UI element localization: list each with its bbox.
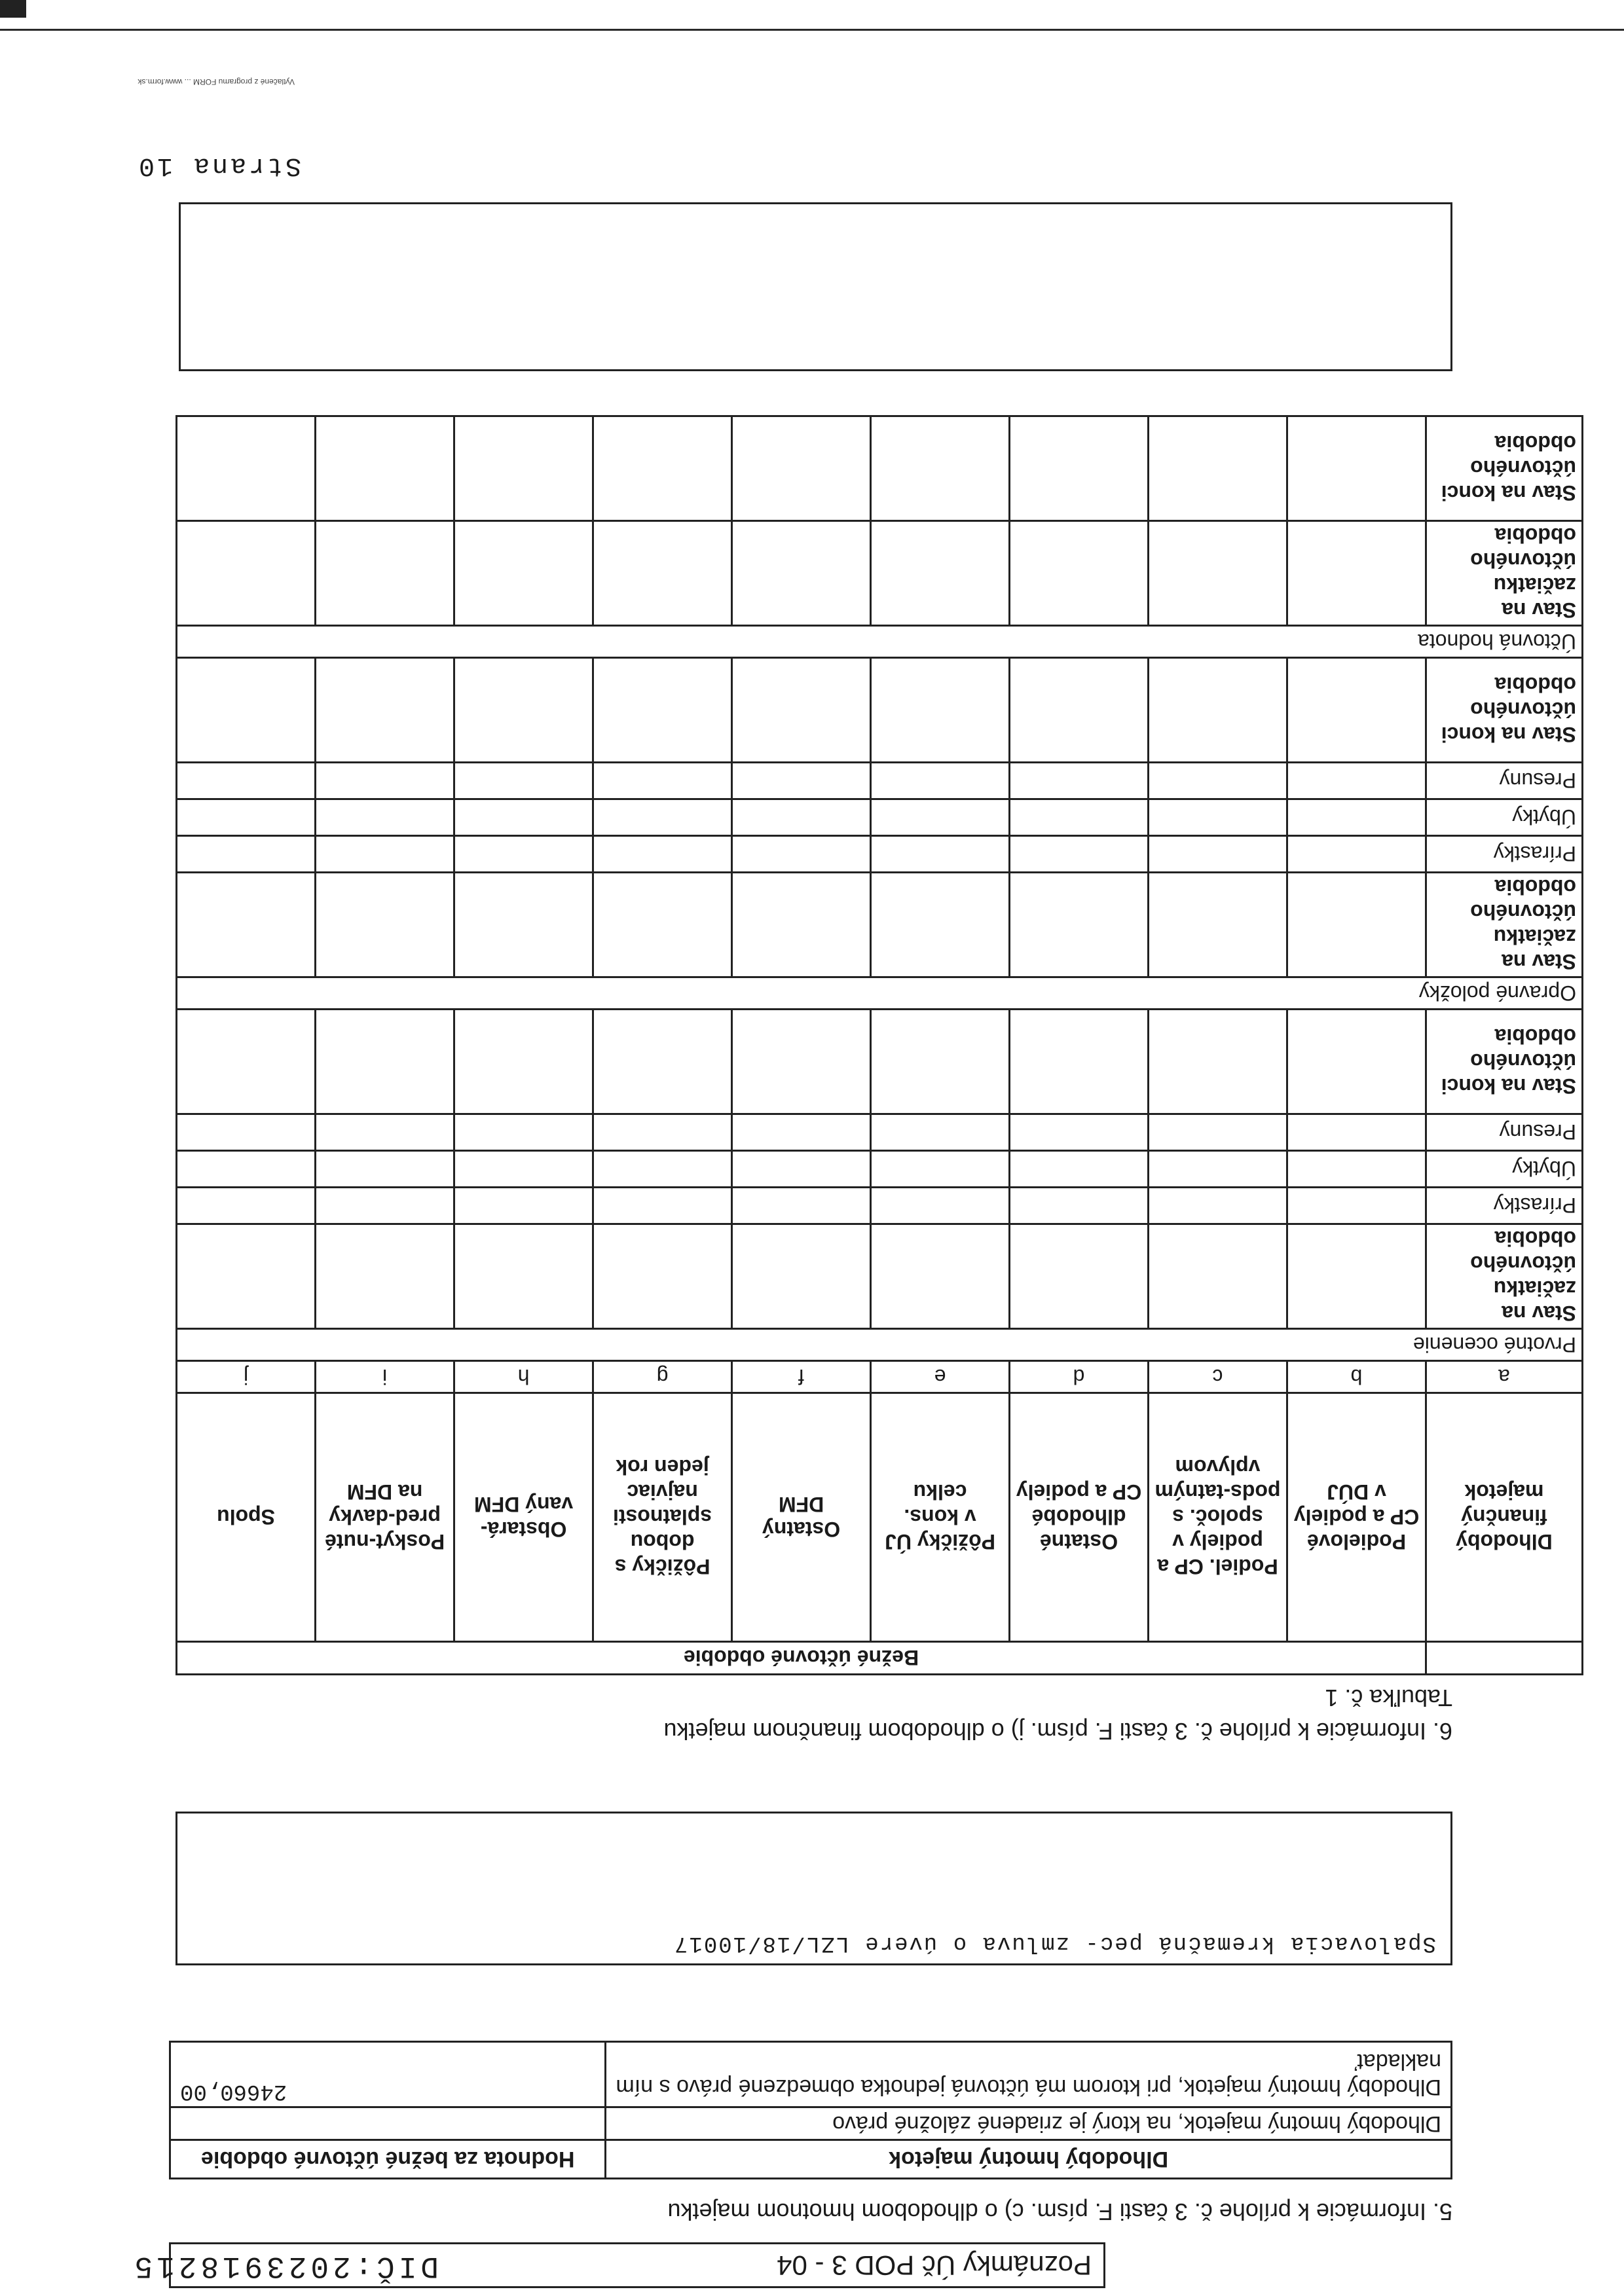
value-cell[interactable] <box>593 1114 732 1151</box>
value-cell[interactable] <box>1010 799 1149 836</box>
value-cell[interactable] <box>1149 1151 1287 1188</box>
table-row <box>177 658 1583 763</box>
row-label: Stav na konci účtovného obdobia <box>1426 416 1582 521</box>
col-letter-f: f <box>732 1361 871 1393</box>
value-cell[interactable] <box>454 1114 593 1151</box>
value-cell[interactable] <box>454 416 593 521</box>
value-cell[interactable] <box>871 763 1010 799</box>
value-cell[interactable] <box>177 416 316 521</box>
value-cell[interactable] <box>1149 1010 1287 1114</box>
value-cell[interactable] <box>454 658 593 763</box>
value-cell[interactable] <box>1010 1010 1149 1114</box>
value-cell[interactable] <box>1010 658 1149 763</box>
value-cell[interactable] <box>1149 1114 1287 1151</box>
value-cell[interactable] <box>732 799 871 836</box>
value-cell[interactable] <box>871 416 1010 521</box>
value-cell[interactable] <box>1149 873 1287 977</box>
value-cell[interactable] <box>871 1010 1010 1114</box>
col-letter-e: e <box>871 1361 1010 1393</box>
value-cell[interactable] <box>593 763 732 799</box>
value-cell[interactable] <box>177 836 316 873</box>
section-row <box>177 626 1583 658</box>
value-cell[interactable] <box>316 416 454 521</box>
table-row <box>177 836 1583 873</box>
section6-title: 6. Informácie k prílohe č. 3 časti F. písm. j) o dlhodobom finančnom majetku <box>663 1718 1452 1745</box>
value-cell[interactable] <box>1149 416 1287 521</box>
value-cell[interactable] <box>871 1151 1010 1188</box>
value-cell[interactable] <box>1010 1151 1149 1188</box>
value-cell[interactable] <box>732 763 871 799</box>
column-letter-row <box>177 1361 1583 1393</box>
value-cell[interactable] <box>316 1114 454 1151</box>
s5-col1-header: Dlhodobý hmotný majetok <box>606 2140 1452 2179</box>
col-letter-d: d <box>1010 1361 1149 1393</box>
value-cell[interactable] <box>1287 416 1426 521</box>
s5-row1-value <box>170 2107 606 2140</box>
section-title: Účtovná hodnota <box>177 626 1583 658</box>
section-row <box>177 977 1583 1010</box>
value-cell[interactable] <box>177 1224 316 1329</box>
value-cell[interactable] <box>454 763 593 799</box>
value-cell[interactable] <box>1010 521 1149 626</box>
value-cell[interactable] <box>732 1114 871 1151</box>
column-header-row <box>177 1393 1583 1642</box>
page-number: Strana 10 <box>136 151 301 180</box>
col-header-b: Podielové CP a podiely v DÚJ <box>1287 1393 1426 1642</box>
value-cell[interactable] <box>732 658 871 763</box>
s5-col2-header: Hodnota za bežné účtovné obdobie <box>170 2140 606 2179</box>
col-header-j: Spolu <box>177 1393 316 1642</box>
col-header-d: Ostatné dlhodobé CP a podiely <box>1010 1393 1149 1642</box>
col-letter-i: i <box>316 1361 454 1393</box>
row-label: Stav na začiatku účtovného obdobia <box>1426 873 1582 977</box>
value-cell[interactable] <box>1149 1224 1287 1329</box>
table-row <box>177 873 1583 977</box>
value-cell[interactable] <box>454 799 593 836</box>
bottom-note-box <box>179 202 1452 371</box>
value-cell[interactable] <box>177 799 316 836</box>
value-cell[interactable] <box>732 1151 871 1188</box>
section5-note: Spalovacia kremačná pec- zmluva o úvere LZL/18/10017 <box>673 1931 1436 1956</box>
value-cell[interactable] <box>732 1188 871 1224</box>
value-cell[interactable] <box>1287 1010 1426 1114</box>
value-cell[interactable] <box>316 799 454 836</box>
value-cell[interactable] <box>316 763 454 799</box>
value-cell[interactable] <box>1287 1188 1426 1224</box>
value-cell[interactable] <box>454 836 593 873</box>
value-cell[interactable] <box>1010 873 1149 977</box>
col-letter-b: b <box>1287 1361 1426 1393</box>
value-cell[interactable] <box>732 1224 871 1329</box>
col-letter-a: a <box>1426 1361 1582 1393</box>
value-cell[interactable] <box>732 836 871 873</box>
value-cell[interactable] <box>454 873 593 977</box>
table-row <box>177 1224 1583 1329</box>
row-label: Úbytky <box>1426 1151 1582 1188</box>
value-cell[interactable] <box>1287 836 1426 873</box>
value-cell[interactable] <box>1149 521 1287 626</box>
value-cell[interactable] <box>454 1188 593 1224</box>
row-label: Presuny <box>1426 1114 1582 1151</box>
page-top-band <box>0 0 1624 39</box>
col-letter-h: h <box>454 1361 593 1393</box>
row-label: Stav na začiatku účtovného obdobia <box>1426 1224 1582 1329</box>
value-cell[interactable] <box>593 1010 732 1114</box>
value-cell[interactable] <box>871 799 1010 836</box>
row-label: Úbytky <box>1426 799 1582 836</box>
value-cell[interactable] <box>593 416 732 521</box>
footer-note: Vytlačené z programu FORM ... www.form.sk <box>138 77 295 86</box>
col-header-c: Podiel. CP a podiely v spoloč. s pods-tatným vplyvom <box>1149 1393 1287 1642</box>
financial-assets-table <box>175 415 1583 1675</box>
value-cell[interactable] <box>732 1010 871 1114</box>
value-cell[interactable] <box>1287 1114 1426 1151</box>
value-cell[interactable] <box>316 873 454 977</box>
value-cell[interactable] <box>1010 416 1149 521</box>
value-cell[interactable] <box>316 1010 454 1114</box>
row-label: Prírastky <box>1426 836 1582 873</box>
section5-title: 5. Informácie k prílohe č. 3 časti F. písm. c) o dlhodobom hmotnom majetku <box>667 2198 1452 2225</box>
value-cell[interactable] <box>593 658 732 763</box>
row-label: Stav na konci účtovného obdobia <box>1426 1010 1582 1114</box>
section-title: Prvotné ocenenie <box>177 1329 1583 1361</box>
value-cell[interactable] <box>454 1224 593 1329</box>
value-cell[interactable] <box>316 1224 454 1329</box>
value-cell[interactable] <box>1287 1224 1426 1329</box>
table-row <box>177 1114 1583 1151</box>
scan-corner <box>0 0 26 18</box>
section-row <box>177 1329 1583 1361</box>
col-header-e: Pôžičky ÚJ v kons. celku <box>871 1393 1010 1642</box>
value-cell[interactable] <box>1010 836 1149 873</box>
value-cell[interactable] <box>177 763 316 799</box>
scan-edge-line <box>0 29 1624 31</box>
table-row <box>177 416 1583 521</box>
value-cell[interactable] <box>593 799 732 836</box>
value-cell[interactable] <box>593 1151 732 1188</box>
value-cell[interactable] <box>454 521 593 626</box>
table-row <box>177 1151 1583 1188</box>
value-cell[interactable] <box>732 873 871 977</box>
value-cell[interactable] <box>871 1224 1010 1329</box>
value-cell[interactable] <box>454 1010 593 1114</box>
value-cell[interactable] <box>177 873 316 977</box>
value-cell[interactable] <box>1010 1224 1149 1329</box>
value-cell[interactable] <box>1287 521 1426 626</box>
col-header-h: Obstará-vaný DFM <box>454 1393 593 1642</box>
value-cell[interactable] <box>593 1188 732 1224</box>
value-cell[interactable] <box>732 416 871 521</box>
table-row <box>177 1188 1583 1224</box>
value-cell[interactable] <box>871 873 1010 977</box>
col-header-a: Dlhodobý finančný majetok <box>1426 1393 1582 1642</box>
value-cell[interactable] <box>316 1188 454 1224</box>
table-row <box>177 763 1583 799</box>
col-header-g: Pôžičky s dobou splatnosti najviac jeden rok <box>593 1393 732 1642</box>
row-label: Stav na konci účtovného obdobia <box>1426 658 1582 763</box>
value-cell[interactable] <box>1149 836 1287 873</box>
value-cell[interactable] <box>593 873 732 977</box>
s5-row1-label: Dlhodobý hmotný majetok, na ktorý je zriadené záložné právo <box>606 2107 1452 2140</box>
col-letter-c: c <box>1149 1361 1287 1393</box>
value-cell[interactable] <box>177 1010 316 1114</box>
value-cell[interactable] <box>177 1151 316 1188</box>
section-title: Opravné položky <box>177 977 1583 1010</box>
value-cell[interactable] <box>177 521 316 626</box>
value-cell[interactable] <box>1287 799 1426 836</box>
value-cell[interactable] <box>593 836 732 873</box>
row-label: Prírastky <box>1426 1188 1582 1224</box>
value-cell[interactable] <box>1010 1114 1149 1151</box>
section5-table <box>169 2041 1452 2179</box>
value-cell[interactable] <box>871 1188 1010 1224</box>
col-letter-j: j <box>177 1361 316 1393</box>
s5-row2-label: Dlhodobý hmotný majetok, pri ktorom má účtovná jednotka obmedzené právo s ním nakladať <box>606 2042 1452 2107</box>
dic-number: DIČ:2023918215 <box>130 2249 439 2283</box>
value-cell[interactable] <box>593 1224 732 1329</box>
value-cell[interactable] <box>1287 763 1426 799</box>
value-cell[interactable] <box>871 836 1010 873</box>
table-label: Tabuľka č. 1 <box>1325 1685 1452 1711</box>
row-label: Presuny <box>1426 763 1582 799</box>
value-cell[interactable] <box>1149 799 1287 836</box>
section5-note-box <box>175 1812 1452 1965</box>
form-title: Poznámky Úč POD 3 - 04 <box>777 2250 1092 2281</box>
table-row <box>177 1010 1583 1114</box>
value-cell[interactable] <box>1287 873 1426 977</box>
value-cell[interactable] <box>316 836 454 873</box>
period-header: Bežné účtovné obdobie <box>177 1642 1426 1675</box>
value-cell[interactable] <box>316 1151 454 1188</box>
table-row <box>177 799 1583 836</box>
table-row <box>177 521 1583 626</box>
value-cell[interactable] <box>316 521 454 626</box>
value-cell[interactable] <box>871 658 1010 763</box>
value-cell[interactable] <box>1149 1188 1287 1224</box>
value-cell[interactable] <box>1149 763 1287 799</box>
value-cell[interactable] <box>1287 1151 1426 1188</box>
value-cell[interactable] <box>177 1188 316 1224</box>
col-header-i: Poskyt-nuté pred-davky na DFM <box>316 1393 454 1642</box>
value-cell[interactable] <box>1010 1188 1149 1224</box>
corner-cell <box>1426 1642 1582 1675</box>
value-cell[interactable] <box>593 521 732 626</box>
value-cell[interactable] <box>316 658 454 763</box>
value-cell[interactable] <box>177 1114 316 1151</box>
value-cell[interactable] <box>177 658 316 763</box>
row-label: Stav na začiatku účtovného obdobia <box>1426 521 1582 626</box>
value-cell[interactable] <box>1010 763 1149 799</box>
value-cell[interactable] <box>1287 658 1426 763</box>
value-cell[interactable] <box>732 521 871 626</box>
col-header-f: Ostatný DFM <box>732 1393 871 1642</box>
value-cell[interactable] <box>454 1151 593 1188</box>
s5-row2-value: 24660,00 <box>170 2042 606 2107</box>
value-cell[interactable] <box>871 521 1010 626</box>
value-cell[interactable] <box>1149 658 1287 763</box>
col-letter-g: g <box>593 1361 732 1393</box>
value-cell[interactable] <box>871 1114 1010 1151</box>
